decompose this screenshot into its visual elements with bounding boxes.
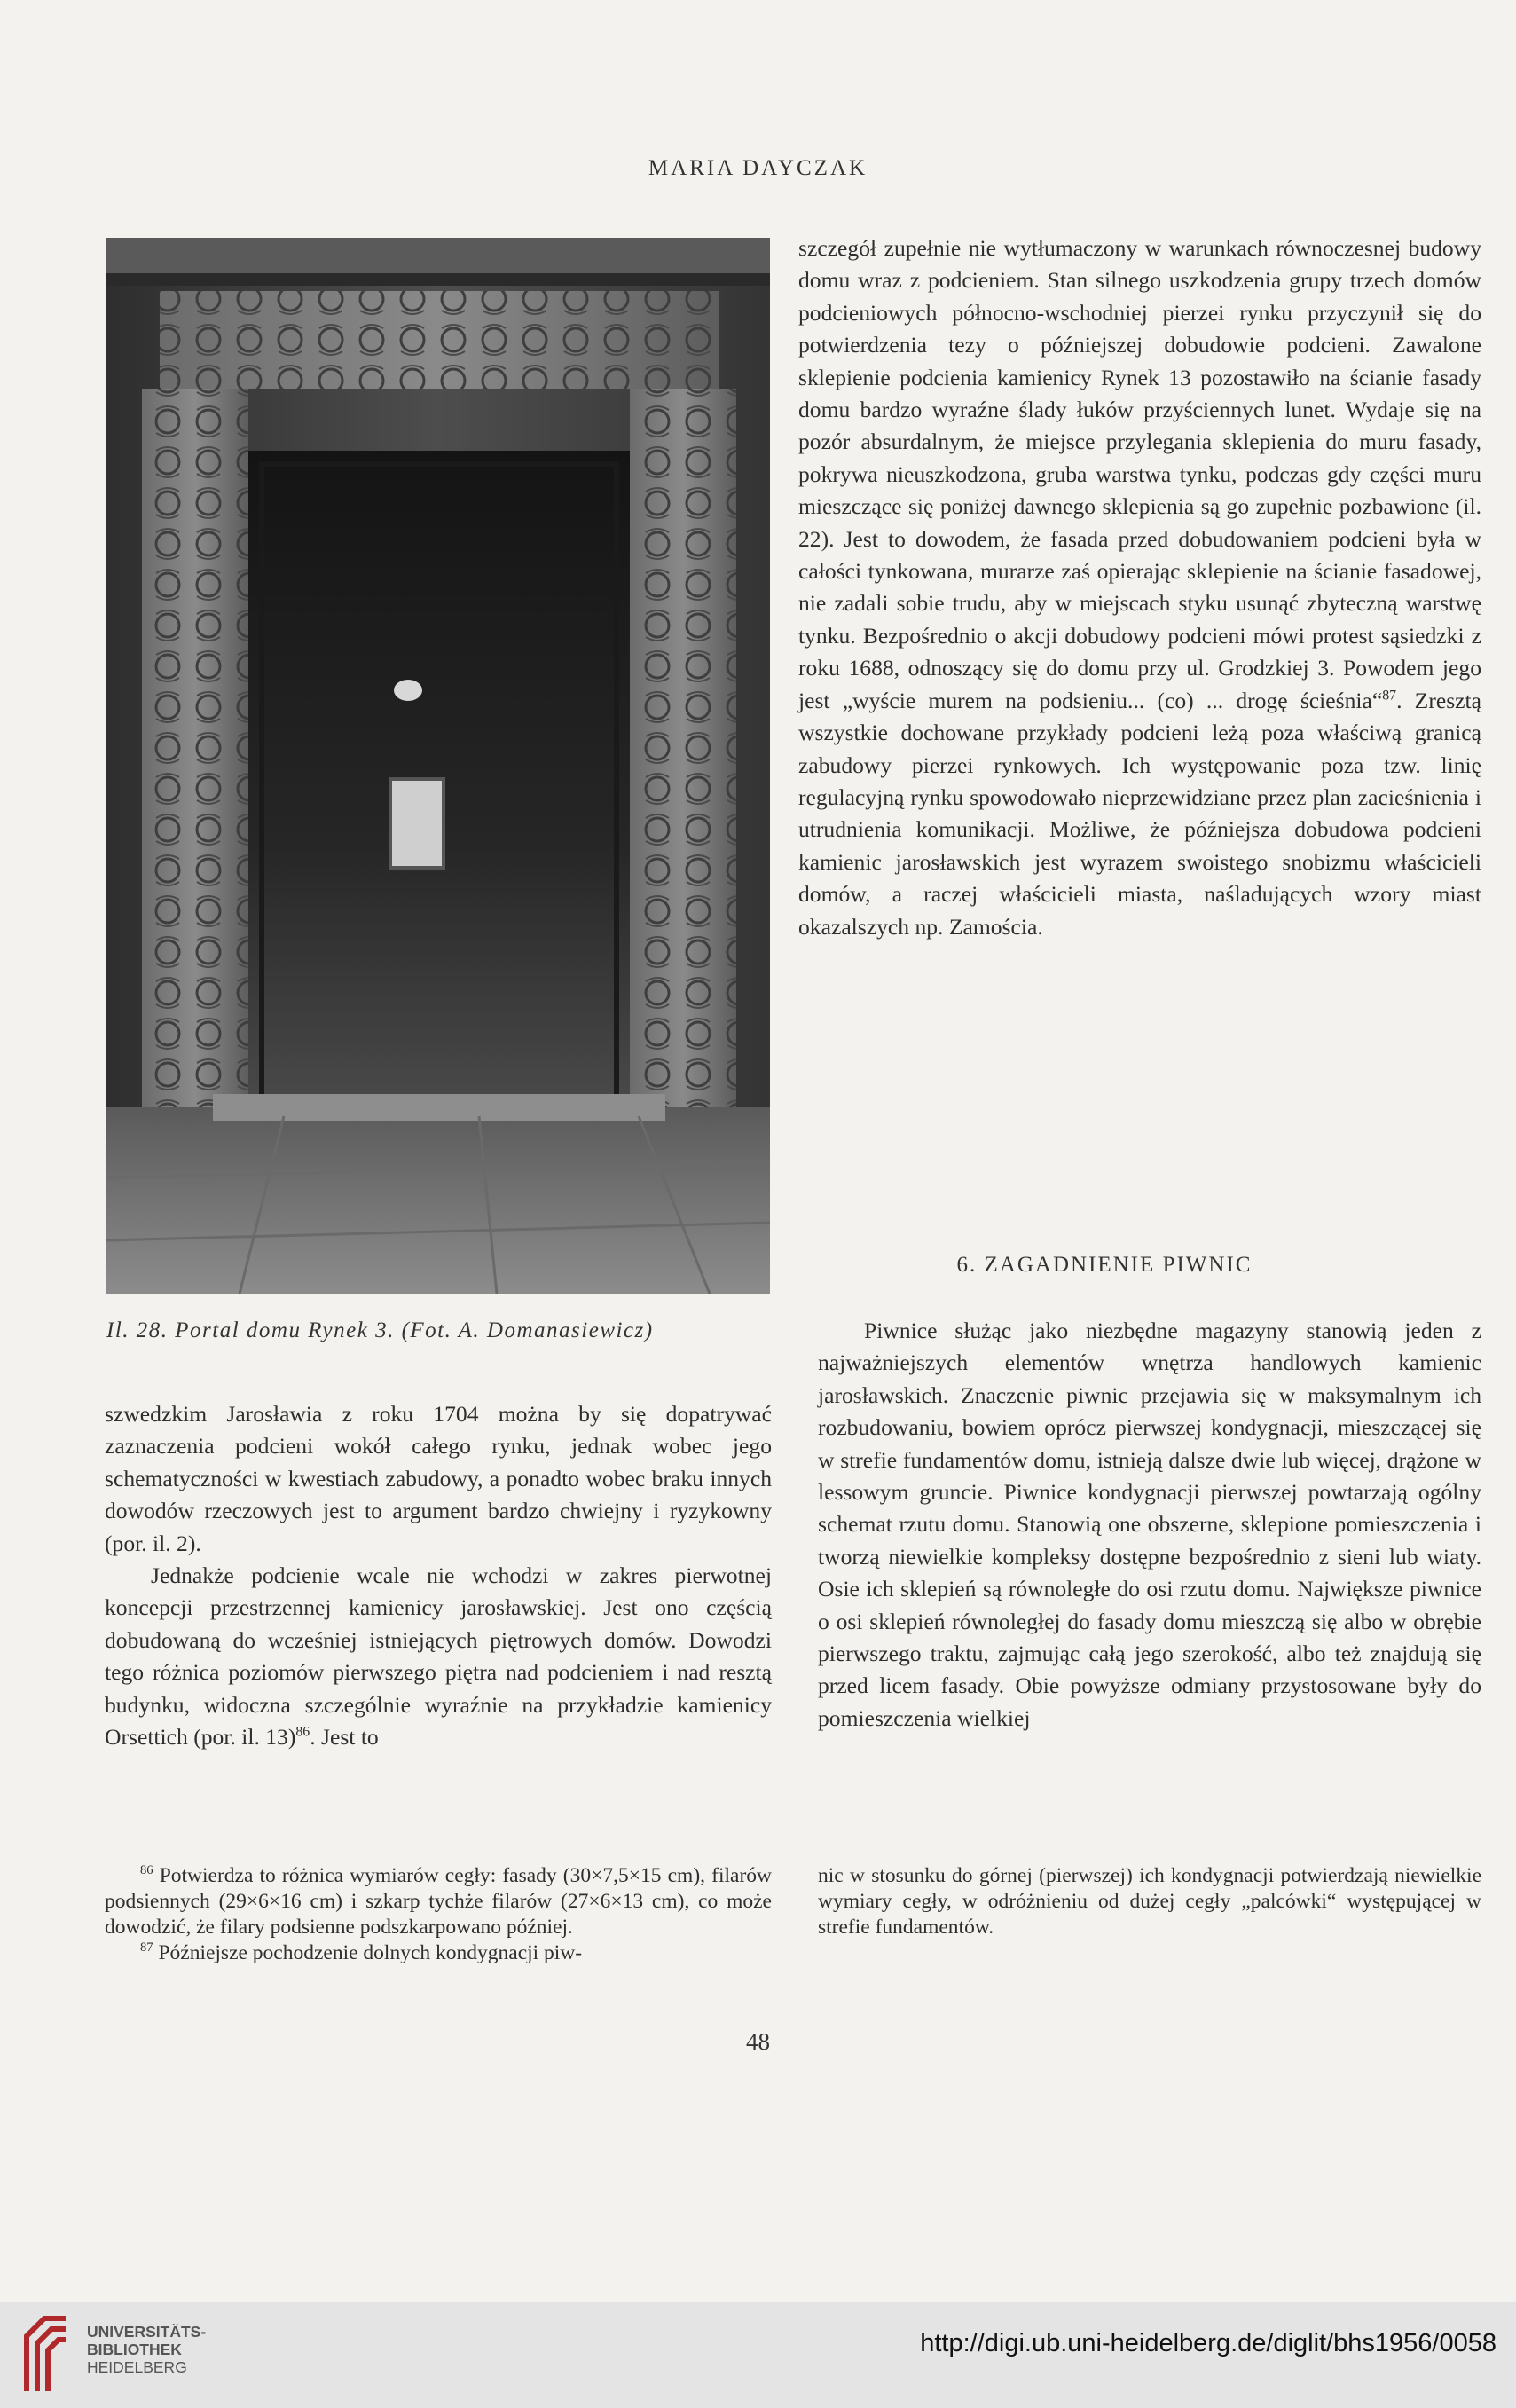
- library-name-line1: UNIVERSITÄTS-: [87, 2323, 207, 2341]
- library-name-line2: BIBLIOTHEK: [87, 2341, 182, 2358]
- footnote-continuation-right: [818, 1863, 1481, 1940]
- left-paragraph-1: szwedzkim Jarosławia z roku 1704 można by się dopatrywać zaznaczenia podcieni wokół całego rynku, jednak wobec jego schematyczności w kwestiach zabudowy, a ponadto wobec braku innych dowodów rzeczowych jest to argument bardzo chwiejny i ryzykowny (por. il. 2).: [105, 1401, 772, 1556]
- library-name-line3: HEIDELBERG: [87, 2358, 187, 2376]
- footnote-ref-86: 86: [295, 1724, 310, 1740]
- footnote-87: [105, 1940, 772, 1966]
- right-column-upper-text: [798, 232, 1481, 943]
- footnote-86-number: 86: [140, 1863, 153, 1878]
- portal-photo-image: [106, 238, 770, 1294]
- left-column-text: [105, 1398, 772, 1753]
- source-url-link[interactable]: http://digi.ub.uni-heidelberg.de/diglit/bhs1956/0058: [920, 2329, 1496, 2357]
- footnote-87-number: 87: [140, 1940, 153, 1956]
- footnotes-left: [105, 1863, 772, 1966]
- page-number: 48: [746, 2028, 770, 2055]
- right-text-part1: szczegół zupełnie nie wytłumaczony w warunkach równoczesnej budowy domu wraz z podcieniem. Stan silnego uszkodzenia grupy trzech domów podcieniowych północno-wschodniej pierzei rynku przyczynił się do potwierdzenia tezy o późniejszej dobudowie podcieni. Zawalone sklepienie podcienia kamienicy Rynek 13 pozostawiło na ścianie fasady domu bardzo wyraźne ślady łuków przyściennych lunet. Wydaje się na pozór absurdalnym, że miejsce przylegania sklepienia do muru fasady, pokrywa nieuszkodzona, gruba warstwa tynku, podczas gdy części muru mieszczące się poniżej dawnego sklepienia są go zupełnie pozbawione (il. 22). Jest to dowodem, że fasada przed dobudowaniem podcieni była w całości tynkowana, murarze zaś opierając sklepienie na ścianie fasadowej, nie zadali sobie trudu, aby w miejscach styku usunąć zbyteczną warstwę tynku. Bezpośrednio o akcji dobudowy podcieni mówi protest sąsiedzki z roku 1688, odnoszący się do domu przy ul. Grodzkiej 3. Powodem jego jest „wyście murem na podsieniu... (co) ... drogę ścieśnia“: [798, 235, 1481, 713]
- left-paragraph-2-end: . Jest to: [310, 1724, 379, 1751]
- left-paragraph-2: [105, 1560, 772, 1753]
- footnote-ref-87: 87: [1382, 688, 1397, 704]
- left-paragraph-2-text: Jednakże podcienie wcale nie wchodzi w zakres pierwotnej koncepcji przestrzennej kamienicy jarosławskiej. Jest ono częścią dobudowaną do wcześniej istniejących piętrowych domów. Dowodzi tego różnica poziomów pierwszego piętra nad podcieniem i nad resztą budynku, widoczna szczególnie wyraźnie na przykładzie kamienicy Orsettich (por. il. 13): [105, 1562, 772, 1751]
- right-column-section-text: [818, 1315, 1481, 1735]
- section-heading: 6. ZAGADNIENIE PIWNIC: [956, 1253, 1253, 1277]
- library-logo-icon[interactable]: [20, 2310, 73, 2398]
- figure-caption: Il. 28. Portal domu Rynek 3. (Fot. A. Domanasiewicz): [106, 1318, 654, 1342]
- footnote-87-text: Późniejsze pochodzenie dolnych kondygnacji piw-: [158, 1941, 583, 1964]
- footnote-86-text: Potwierdza to różnica wymiarów cegły: fasady (30×7,5×15 cm), filarów podsiennych (29×6×16 cm) i szkarp tychże filarów (27×6×13 cm), co może dowodzić, że filary podsienne podszkarpowano później.: [105, 1864, 772, 1939]
- running-head: MARIA DAYCZAK: [648, 156, 868, 180]
- right-text-part2: . Zresztą wszystkie dochowane przykłady podcieni leżą poza właściwą granicą zabudowy pierzei rynkowych. Ich występowanie poza tzw. linię regulacyjną rynku spowodowało nieprzewidziane przez plan zacieśnienia i utrudnienia komunikacji. Możliwe, że późniejsza dobudowa podcieni kamienic jarosławskich jest wyrazem swoistego snobizmu właścicieli domów, a raczej właścicieli miasta, naśladujących wzory miast okazalszych np. Zamościa.: [798, 687, 1481, 940]
- section-paragraph: Piwnice służąc jako niezbędne magazyny stanowią jeden z najważniejszych elementów wnętrza handlowych kamienic jarosławskich. Znaczenie piwnic przejawia się w maksymalnym ich rozbudowaniu, bowiem oprócz pierwszej kondygnacji, mieszczącej się w strefie fundamentów domu, istnieją dalsze dwie lub więcej, drążone w lessowym gruncie. Piwnice kondygnacji pierwszej powtarzają ogólny schemat rzutu domu. Stanowią one obszerne, sklepione pomieszczenia i tworzą niewielkie kompleksy dostępne bezpośrednio z sieni lub wiaty. Osie ich sklepień są równoległe do osi rzutu domu. Największe piwnice o osi sklepień równoległej do fasady domu mieszczą się albo w obrębie pierwszego traktu, zajmując całą jego szerokość, albo też znajdują się przed licem fasady. Obie powyższe odmiany przystosowane były do pomieszczenia wielkiej: [818, 1318, 1481, 1731]
- library-name: [87, 2323, 206, 2376]
- footnote-87-continuation: nic w stosunku do górnej (pierwszej) ich kondygnacji potwierdzają niewielkie wymiary cegły, w odróżnieniu od dużej cegły „palcówki“ występującej w strefie fundamentów.: [818, 1864, 1481, 1939]
- portal-photograph: [106, 238, 770, 1294]
- footnote-86: [105, 1863, 772, 1940]
